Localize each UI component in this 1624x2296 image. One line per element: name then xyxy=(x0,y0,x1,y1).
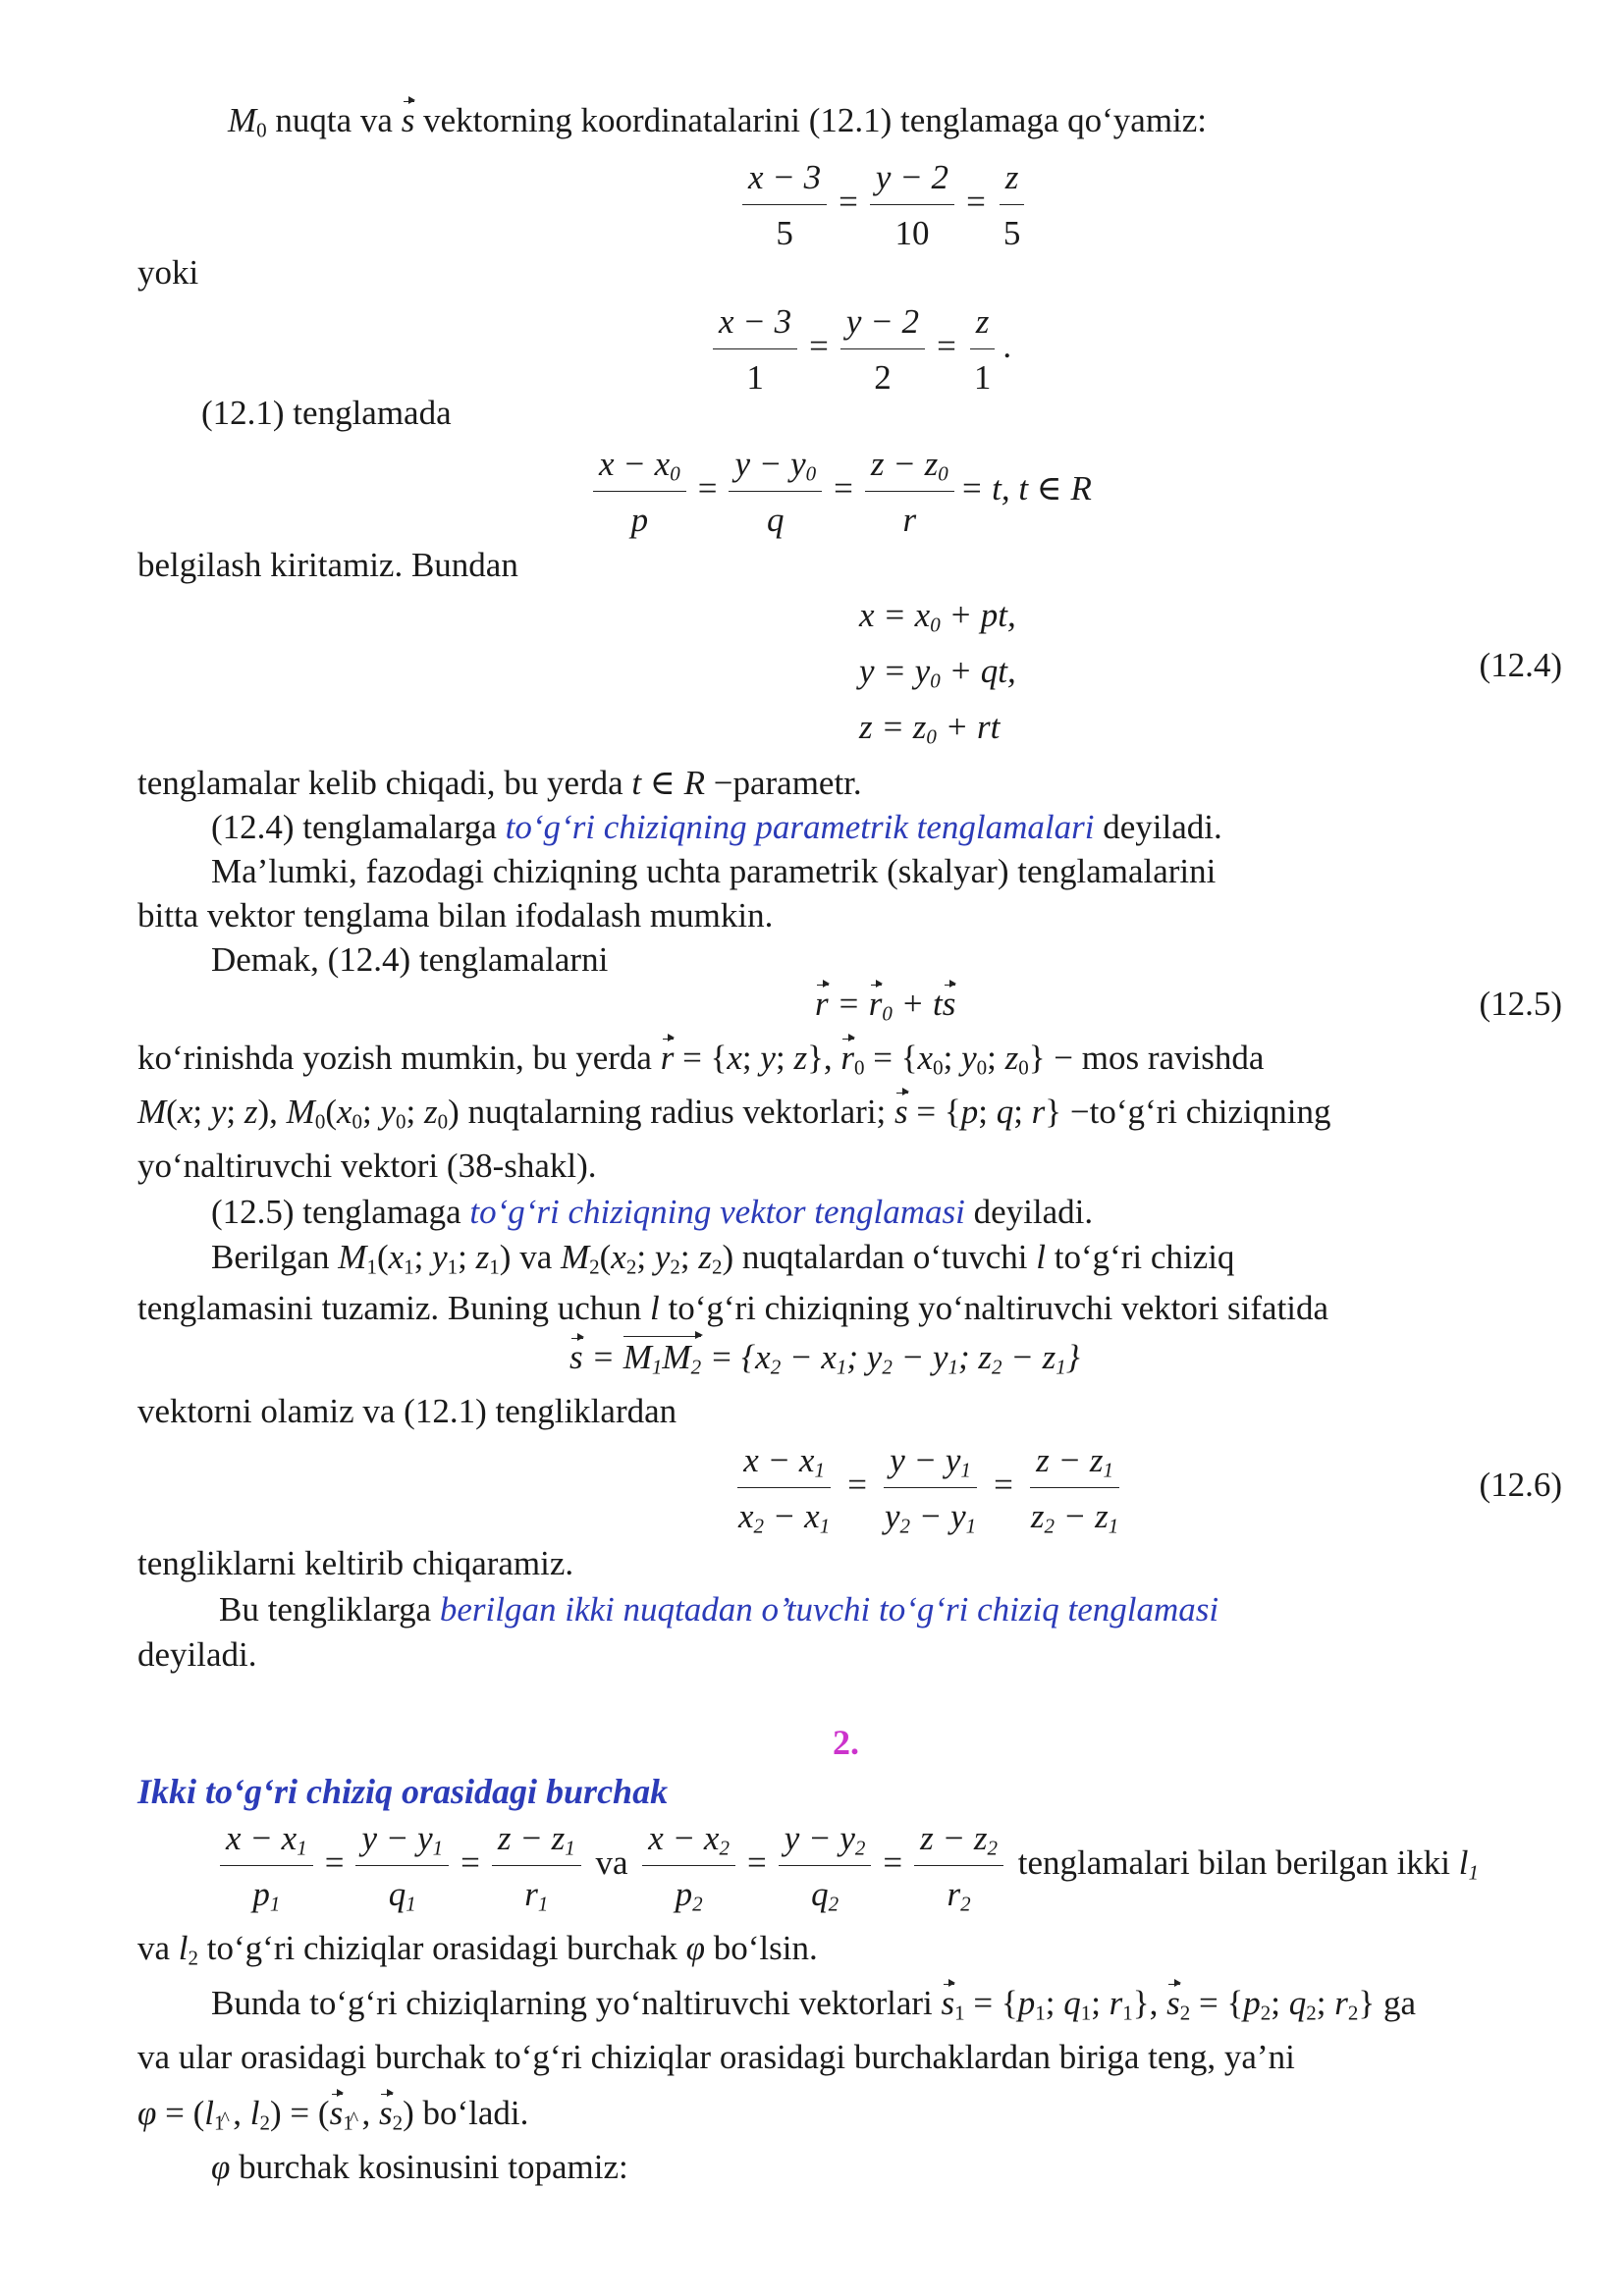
paragraph-berilgan-1: Berilgan $M_1(x_1$; $y_1$; $z_1$) va $M_2(x_2$; $y_2$; $z_2$) nuqtalardan o‘tuvchi l to‘g‘ri chiziq xyxy=(211,1238,1235,1279)
equation-two-lines: $\frac{x - x_1}{p_1}$ = $\frac{y - y_1}{q_1}$ = $\frac{z - z_1}{r_1}$ va $\frac{x - x_2}{p_2}$ = $\frac{y - y_2}{q_2}$ = $\frac{z - z_2}{r_2}$ tenglamalari bilan berilgan ikki $l_1$ xyxy=(214,1816,1479,1916)
equation-number-12-6: (12.6) xyxy=(1479,1466,1562,1504)
paragraph-radius-2: M(x; y; z), $M_0(x_0$; $y_0$; $z_0$) nuqtalarning radius vektorlari; s = {p; q; r} −to‘g‘ri chiziqning xyxy=(137,1090,1331,1135)
paragraph-keltirib: tengliklarni keltirib chiqaramiz. xyxy=(137,1544,574,1582)
paragraph-bunda-2: va ular orasidagi burchak to‘g‘ri chiziqlar orasidagi burchaklardan biriga teng, ya’ni xyxy=(137,2038,1295,2076)
paragraph-parametr: tenglamalar kelib chiqadi, bu yerda t ∈ R −parametr. xyxy=(137,764,862,802)
paragraph-demak: Demak, (12.4) tenglamalarni xyxy=(211,940,609,979)
paragraph-vektorni: vektorni olamiz va (12.1) tengliklardan xyxy=(137,1392,677,1430)
equation-parameter-t: $\frac{x - x_0}{p}$ = $\frac{y - y_0}{q}$ = $\frac{z - z_0}{r}$ = t, t ∈ R xyxy=(587,442,1092,542)
equation-substitution-2: $\frac{x - 3}{1}$ = $\frac{y - 2}{2}$ = $\frac{z}{1}$ . xyxy=(707,299,1011,400)
paragraph-radius-1: ko‘rinishda yozish mumkin, bu yerda r = {x; y; z}, $r_0 = \{x_0$; $y_0$; $z_0$} − mos ravishda xyxy=(137,1036,1264,1081)
equation-number-12-4: (12.4) xyxy=(1479,646,1562,684)
equation-12-5: $r = r_0$ + ts xyxy=(815,982,955,1027)
paragraph-vector-def: (12.5) tenglamaga to‘g‘ri chiziqning vektor tenglamasi deyiladi. xyxy=(211,1193,1094,1231)
section-number: 2. xyxy=(833,1723,859,1762)
paragraph-kosinus: φ burchak kosinusini topamiz: xyxy=(211,2148,628,2186)
text-yoki: yoki xyxy=(137,253,199,292)
paragraph-bunda-3: $\varphi = (l_1$ , $l_2) = (s_1$ , $s_2$) bo‘ladi. xyxy=(137,2091,528,2136)
paragraph-radius-3: yo‘naltiruvchi vektori (38-shakl). xyxy=(137,1147,597,1185)
paragraph-bunda-1: Bunda to‘g‘ri chiziqlarning yo‘naltiruvchi vektorlari $s_1 = \{p_1$; $q_1$; $r_1$}, $s_2 = \{p_2$; $q_2$; $r_2$} ga xyxy=(211,1981,1416,2026)
section-title: Ikki to‘g‘ri chiziq orasidagi burchak xyxy=(137,1772,669,1811)
paragraph-angle-phi: va $l_2$ to‘g‘ri chiziqlar orasidagi burchak φ bo‘lsin. xyxy=(137,1929,818,1970)
paragraph-intro: $M_0$ nuqta va s vektorning koordinatalarini (12.1) tenglamaga qo‘yamiz: xyxy=(228,98,1207,143)
paragraph-two-points-def: Bu tengliklarga berilgan ikki nuqtadan o’tuvchi to‘g‘ri chiziq tenglamasi xyxy=(219,1590,1219,1629)
equation-substitution-1: $\frac{x - 3}{5}$ = $\frac{y - 2}{10}$ = $\frac{z}{5}$ xyxy=(736,155,1032,255)
paragraph-malumki-2: bitta vektor tenglama bilan ifodalash mumkin. xyxy=(137,896,774,934)
equation-number-12-5: (12.5) xyxy=(1479,985,1562,1023)
paragraph-12-1: (12.1) tenglamada xyxy=(201,394,452,432)
equation-12-4: $x = x_0$ + pt, $y = y_0$ + qt, $z = z_0$ + rt xyxy=(859,596,1016,749)
paragraph-belgilash: belgilash kiritamiz. Bundan xyxy=(137,546,518,584)
equation-direction-vector: $s = M_1M_2 = \{x_2 - x_1$; $y_2 - y_1$; $z_2 - z_1$} xyxy=(569,1335,1080,1380)
paragraph-parametric-def: (12.4) tenglamalarga to‘g‘ri chiziqning parametrik tenglamalari deyiladi. xyxy=(211,808,1222,846)
equation-12-6: $\frac{x - x_1}{x_2 - x_1}$ = $\frac{y - y_1}{y_2 - y_1}$ = $\frac{z - z_1}{z_2 - z_1}$ xyxy=(727,1438,1130,1538)
paragraph-malumki-1: Ma’lumki, fazodagi chiziqning uchta parametrik (skalyar) tenglamalarini xyxy=(211,852,1217,890)
paragraph-deyiladi: deyiladi. xyxy=(137,1635,257,1674)
paragraph-berilgan-2: tenglamasini tuzamiz. Buning uchun l to‘g‘ri chiziqning yo‘naltiruvchi vektori sifatida xyxy=(137,1289,1329,1327)
